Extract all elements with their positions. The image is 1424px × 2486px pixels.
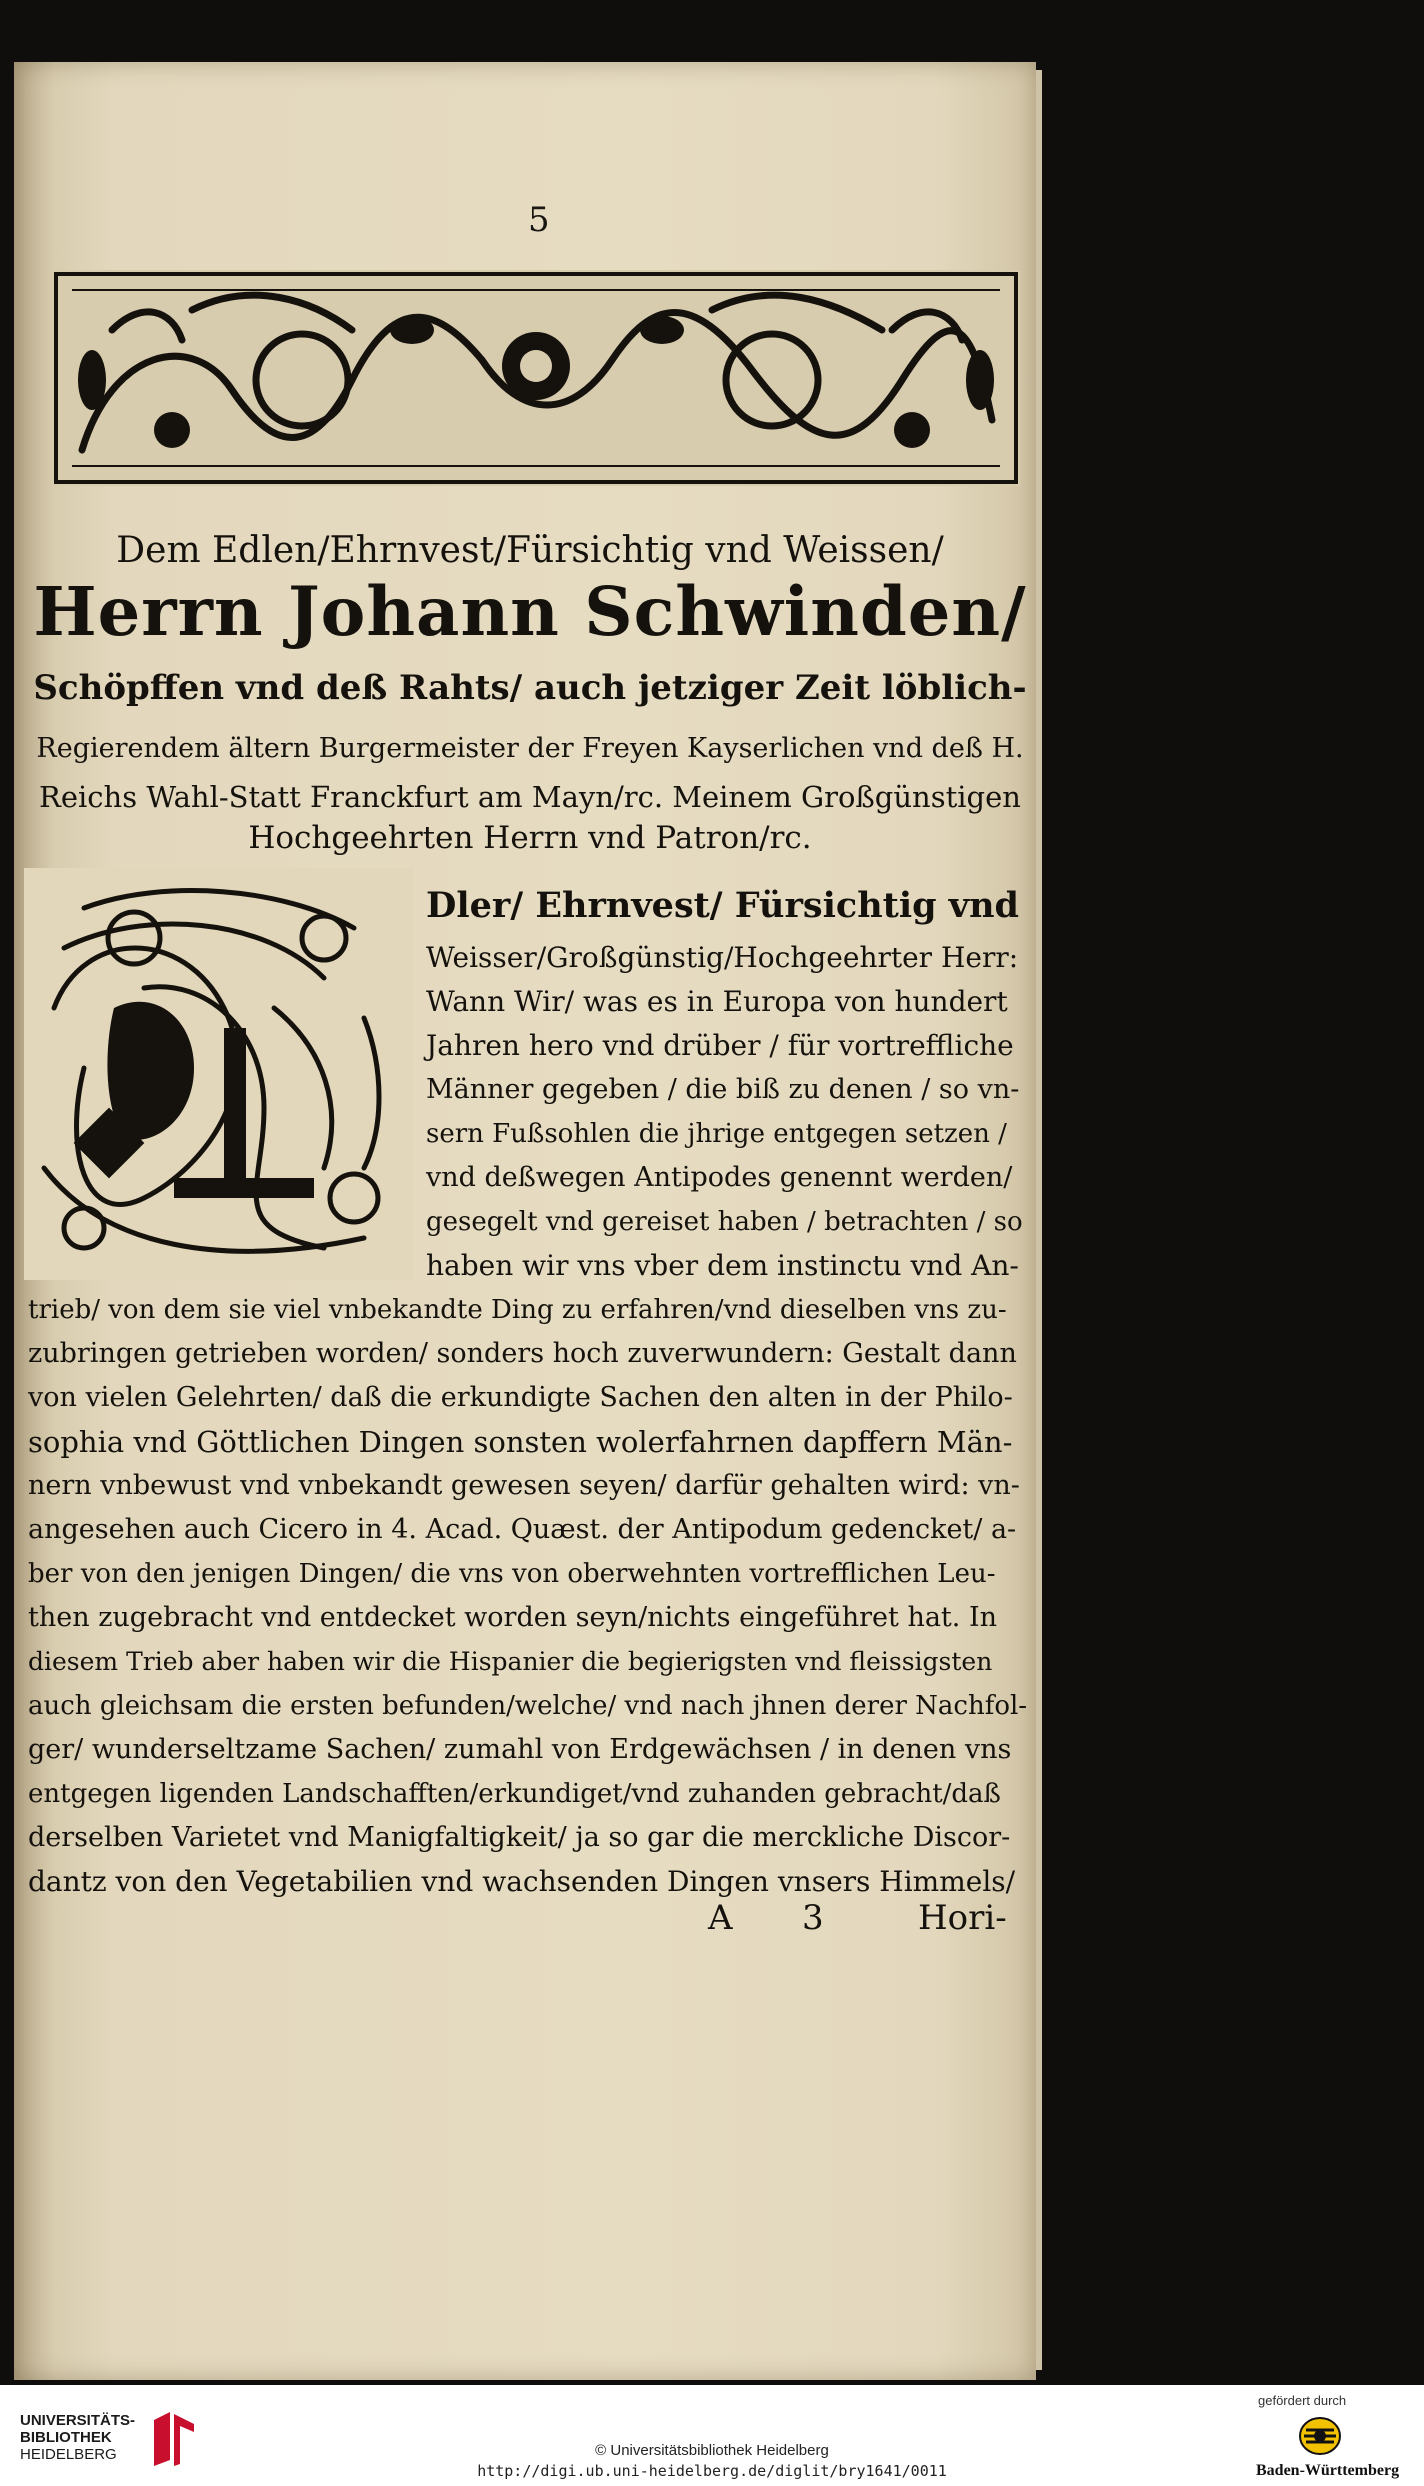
sponsor-name: Baden-Württemberg <box>1256 2462 1400 2479</box>
sponsor-label: gefördert durch <box>1258 2393 1347 2408</box>
body-line-full-5: nern vnbewust vnd vnbekandt gewesen seyen/ darfür gehalten wird: vn- <box>28 1470 1020 1501</box>
body-line-indented-2: Weisser/Großgünstig/Hochgeehrter Herr: <box>426 941 1019 974</box>
body-line-full-7: ber von den jenigen Dingen/ die vns von oberwehnten vortrefflichen Leu- <box>28 1559 996 1589</box>
catchword: Hori- <box>918 1898 1007 1938</box>
body-line-full-8: then zugebracht vnd entdecket worden seyn/nichts eingeführet hat. In <box>28 1602 997 1633</box>
body-line-indented-3: Wann Wir/ was es in Europa von hundert <box>426 985 1008 1018</box>
permalink-url[interactable]: http://digi.ub.uni-heidelberg.de/diglit/bry1641/0011 <box>477 2462 947 2480</box>
dedication-line-4: Regierendem ältern Burgermeister der Freyen Kayserlichen vnd deß H. <box>36 733 1024 764</box>
body-line-full-3: von vielen Gelehrten/ daß die erkundigte Sachen den alten in der Philo- <box>28 1382 1013 1413</box>
dedication-name: Herrn Johann Schwinden/ <box>33 572 1027 651</box>
body-line-full-12: entgegen ligenden Landschafften/erkundiget/vnd zuhanden gebracht/daß <box>28 1779 1001 1809</box>
body-line-full-4: sophia vnd Göttlichen Dingen sonsten wolerfahrnen dapffern Män- <box>28 1425 1013 1459</box>
body-line-full-2: zubringen getrieben worden/ sonders hoch zuverwundern: Gestalt dann <box>28 1338 1017 1369</box>
library-logo-line-1: UNIVERSITÄTS- <box>20 2412 136 2429</box>
body-line-full-14: dantz von den Vegetabilien vnd wachsenden Dingen vnsers Himmels/ <box>28 1865 1016 1898</box>
body-line-indented-9: haben wir vns vber dem instinctu vnd An- <box>426 1249 1019 1282</box>
library-logo-icon <box>150 2410 198 2468</box>
body-line-indented-5: Männer gegeben / die biß zu denen / so vn- <box>426 1074 1020 1105</box>
dedication-line-3: Schöpffen vnd deß Rahts/ auch jetziger Zeit löblich- <box>33 668 1027 708</box>
body-line-indented-1: Dler/ Ehrnvest/ Fürsichtig vnd <box>426 885 1020 926</box>
body-line-full-13: derselben Varietet vnd Manigfaltigkeit/ ja so gar die merckliche Discor- <box>28 1822 1011 1853</box>
body-line-indented-6: sern Fußsohlen die jhrige entgegen setzen / <box>426 1119 1007 1149</box>
baden-wuerttemberg-crest-icon <box>1298 2416 1342 2456</box>
page-number: 5 <box>528 200 550 240</box>
body-line-indented-7: vnd deßwegen Antipodes genennt werden/ <box>426 1162 1013 1193</box>
body-line-full-6: angesehen auch Cicero in 4. Acad. Quæst. der Antipodum gedencket/ a- <box>28 1514 1017 1545</box>
copyright-notice: © Universitätsbibliothek Heidelberg <box>595 2442 829 2459</box>
body-line-full-11: ger/ wunderseltzame Sachen/ zumahl von Erdgewächsen / in denen vns <box>28 1734 1012 1765</box>
body-line-full-9: diesem Trieb aber haben wir die Hispanier die begierigsten vnd fleissigsten <box>28 1647 993 1676</box>
body-line-indented-8: gesegelt vnd gereiset haben / betrachten / so <box>426 1207 1023 1237</box>
body-line-full-1: trieb/ von dem sie viel vnbekandte Ding zu erfahren/vnd dieselben vns zu- <box>28 1295 1007 1325</box>
woodcut-ornament-banner <box>52 270 1020 486</box>
page-edge <box>1036 70 1042 2370</box>
dedication-line-6: Hochgeehrten Herrn vnd Patron/rc. <box>248 820 812 856</box>
signature-number: 3 <box>802 1898 824 1938</box>
dedication-line-1: Dem Edlen/Ehrnvest/Fürsichtig vnd Weissen/ <box>116 530 944 571</box>
signature-mark: A <box>708 1898 733 1938</box>
dedication-line-5: Reichs Wahl-Statt Franckfurt am Mayn/rc. Meinem Großgünstigen <box>39 780 1021 814</box>
body-line-indented-4: Jahren hero vnd drüber / für vortreffliche <box>426 1029 1014 1062</box>
library-logo-line-3: HEIDELBERG <box>20 2446 117 2463</box>
decorated-initial-e <box>24 868 414 1280</box>
library-logo-line-2: BIBLIOTHEK <box>20 2429 112 2446</box>
body-line-full-10: auch gleichsam die ersten befunden/welche/ vnd nach jhnen derer Nachfol- <box>28 1691 1028 1721</box>
